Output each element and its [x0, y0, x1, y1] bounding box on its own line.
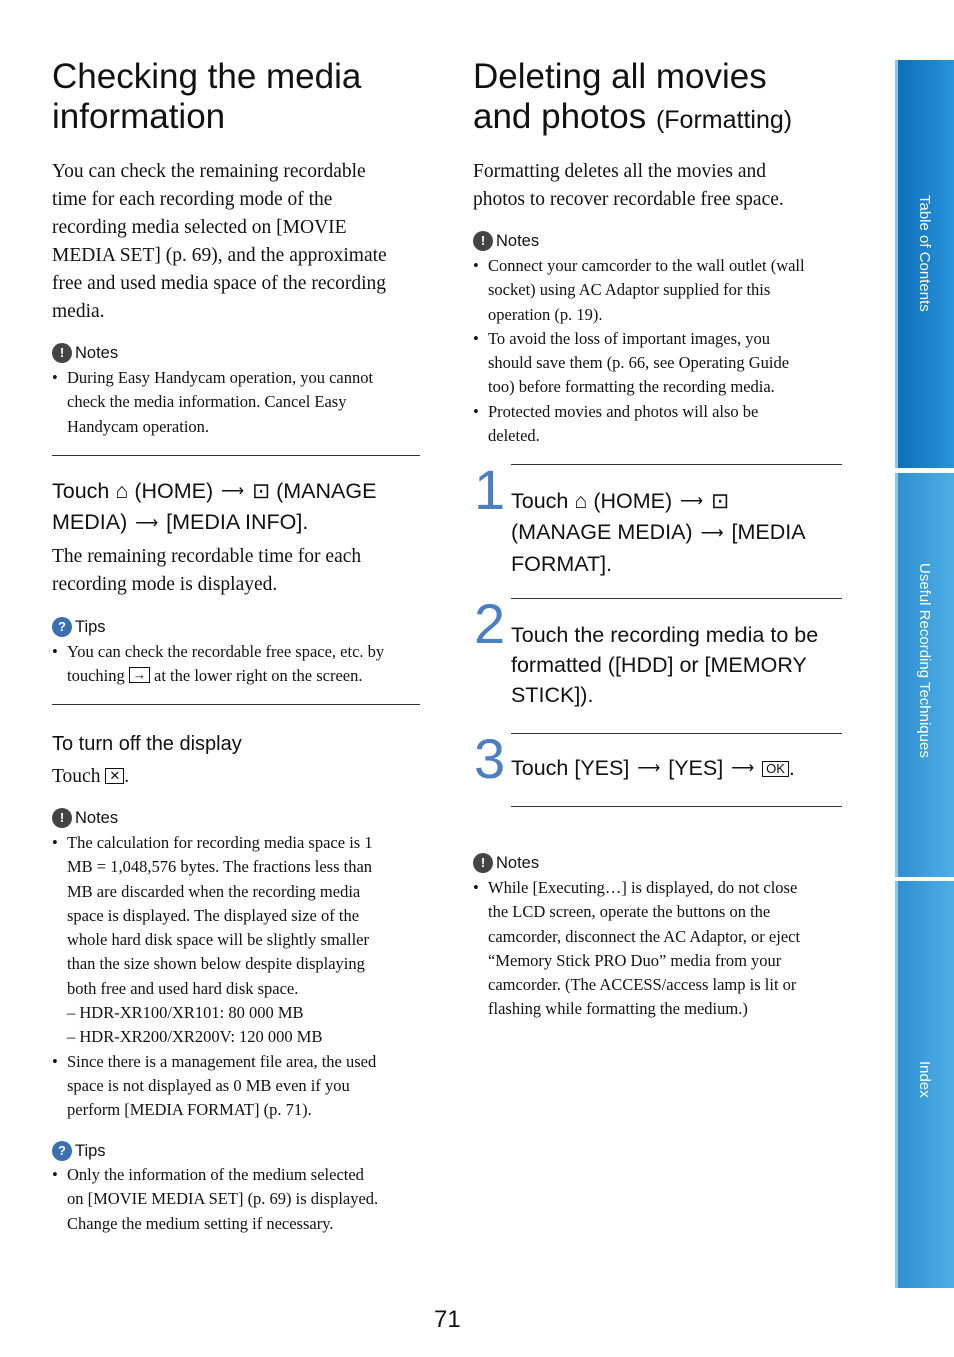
step-text: FORMAT].	[511, 551, 613, 576]
note-line: operation (p. 19).	[488, 304, 603, 324]
left-notes1-list	[52, 366, 422, 439]
note-line: the LCD screen, operate the buttons on the	[488, 902, 771, 922]
note-line: – HDR-XR200/XR200V: 120 000 MB	[67, 1027, 323, 1047]
tab-table-of-contents[interactable]	[895, 60, 954, 468]
right-step-1	[511, 486, 846, 579]
note-line: MB = 1,048,576 bytes. The fractions less than	[67, 857, 373, 877]
notes-icon: !	[473, 231, 493, 251]
list-item	[473, 327, 853, 400]
home-icon: ⌂	[115, 479, 129, 503]
right-intro	[473, 158, 853, 214]
step-text: Touch	[52, 479, 110, 503]
arrow-right-icon: ⟶	[731, 760, 755, 778]
tip-line: on [MOVIE MEDIA SET] (p. 69) is displayed.	[67, 1189, 379, 1209]
list-item	[52, 366, 422, 439]
step-text: [YES]	[668, 756, 724, 780]
note-line: • Connect your camcorder to the wall outlet (wall	[488, 256, 805, 275]
note-line: Handycam operation.	[67, 416, 210, 436]
step-text: (HOME)	[134, 479, 214, 503]
tab-useful-recording-techniques[interactable]	[895, 473, 954, 877]
note-line: “Memory Stick PRO Duo” media from your	[488, 950, 782, 970]
note-line: MB are discarded when the recording media	[67, 881, 361, 901]
note-line: • During Easy Handycam operation, you cannot	[67, 368, 374, 387]
left-tips2-list	[52, 1163, 422, 1236]
right-title-line2: and photos	[473, 97, 647, 136]
left-intro	[52, 158, 422, 326]
step-text: [MEDIA	[731, 520, 806, 545]
right-notes1-list	[473, 254, 853, 448]
note-line: space is not displayed as 0 MB even if you	[67, 1075, 350, 1095]
step-number-2: 2	[474, 592, 506, 655]
manage-media-icon: ⊡	[252, 479, 271, 503]
arrow-right-icon: ⟶	[700, 524, 724, 542]
arrow-right-icon: ⟶	[135, 514, 159, 532]
step-text: (HOME)	[593, 489, 673, 513]
tab-index[interactable]	[895, 881, 954, 1288]
left-title-line2: information	[52, 97, 226, 136]
notes-icon: !	[52, 343, 72, 363]
left-step-desc	[52, 543, 422, 599]
intro-line: MEDIA SET] (p. 69), and the approximate	[52, 245, 387, 266]
divider	[52, 704, 420, 705]
list-item	[473, 254, 853, 327]
desc-line: The remaining recordable time for each	[52, 546, 362, 567]
tip-line: Change the medium setting if necessary.	[67, 1213, 334, 1233]
list-item	[52, 831, 422, 1050]
left-step	[52, 476, 422, 539]
tab-label: Index	[916, 1061, 933, 1098]
note-line: both free and used hard disk space.	[67, 978, 299, 998]
note-line: space is displayed. The displayed size of the	[67, 905, 360, 925]
arrow-right-icon: ⟶	[637, 760, 661, 778]
tab-label: Useful Recording Techniques	[916, 563, 933, 758]
arrow-right-icon: ⟶	[680, 493, 704, 511]
right-title-line1: Deleting all movies	[473, 57, 767, 96]
step-text: formatted ([HDD] or [MEMORY	[511, 653, 807, 677]
note-line: check the media information. Cancel Easy	[67, 392, 347, 412]
close-icon: ✕	[105, 768, 124, 784]
page-number: 71	[434, 1306, 461, 1333]
step-number-1: 1	[474, 458, 506, 521]
list-item	[473, 400, 853, 449]
tip-text: at the lower right on the screen.	[154, 666, 363, 686]
divider	[511, 733, 842, 734]
list-item	[52, 640, 422, 689]
step-text: (MANAGE	[276, 479, 377, 503]
manage-media-icon: ⊡	[711, 489, 730, 513]
arrow-right-icon: ⟶	[221, 483, 245, 501]
notes-label: Notes	[75, 343, 119, 362]
note-line: deleted.	[488, 426, 540, 446]
divider	[511, 598, 842, 599]
step-text: Touch [YES]	[511, 756, 630, 780]
intro-line: media.	[52, 301, 105, 322]
step-text: Touch	[511, 489, 569, 513]
turnoff-text: Touch	[52, 766, 101, 787]
intro-line: recording media selected on [MOVIE	[52, 217, 347, 238]
step-text: .	[788, 756, 795, 780]
right-step-2	[511, 620, 846, 710]
note-line: flashing while formatting the medium.)	[488, 999, 748, 1019]
list-item	[52, 1163, 422, 1236]
step-text: Touch the recording media to be	[511, 623, 819, 647]
note-line: than the size shown below despite displaying	[67, 954, 365, 974]
note-line: perform [MEDIA FORMAT] (p. 71).	[67, 1100, 312, 1120]
intro-line: Formatting deletes all the movies and	[473, 161, 766, 182]
desc-line: recording mode is displayed.	[52, 574, 278, 595]
notes-icon: !	[52, 808, 72, 828]
note-line: • Since there is a management file area, the used	[67, 1051, 377, 1071]
tips-label: Tips	[75, 1141, 106, 1160]
intro-line: photos to recover recordable free space.	[473, 189, 784, 210]
intro-line: free and used media space of the recording	[52, 273, 387, 294]
tips-label: Tips	[75, 617, 106, 636]
left-notes-header	[52, 341, 118, 365]
tip-line: • Only the information of the medium selected	[67, 1165, 364, 1184]
left-title	[52, 57, 422, 137]
note-line: camcorder. (The ACCESS/access lamp is lit or	[488, 975, 797, 995]
step-text: (MANAGE MEDIA)	[511, 520, 693, 545]
note-line: should save them (p. 66, see Operating Guide	[488, 353, 790, 373]
tab-label: Table of Contents	[916, 195, 933, 312]
notes-label: Notes	[496, 231, 540, 250]
right-step-3	[511, 753, 846, 784]
divider	[511, 464, 842, 465]
turnoff-heading: To turn off the display	[52, 733, 242, 755]
divider	[52, 455, 420, 456]
left-notes2-header	[52, 806, 118, 830]
step-number-3: 3	[474, 727, 506, 790]
left-notes2-list	[52, 831, 422, 1123]
note-line: • While [Executing…] is displayed, do not close	[488, 878, 798, 897]
next-page-icon: →	[129, 667, 150, 683]
right-notes2-header	[473, 851, 539, 875]
notes-icon: !	[473, 853, 493, 873]
right-notes2-list	[473, 876, 853, 1022]
divider	[511, 806, 842, 807]
intro-line: You can check the remaining recordable	[52, 161, 366, 182]
left-tips1-header	[52, 615, 106, 639]
note-line: • Protected movies and photos will also be	[488, 401, 759, 421]
note-line: • To avoid the loss of important images, you	[488, 328, 771, 348]
note-line: socket) using AC Adaptor supplied for this	[488, 280, 771, 300]
left-title-line1: Checking the media	[52, 57, 362, 96]
left-tips2-header	[52, 1139, 106, 1163]
tips-icon: ?	[52, 1141, 72, 1161]
step-text: [MEDIA INFO].	[166, 510, 309, 535]
list-item	[52, 1050, 422, 1123]
tips-icon: ?	[52, 617, 72, 637]
list-item	[473, 876, 853, 1022]
note-line: whole hard disk space will be slightly smaller	[67, 930, 369, 950]
intro-line: time for each recording mode of the	[52, 189, 333, 210]
note-line: • The calculation for recording media space is 1	[67, 833, 373, 852]
note-line: too) before formatting the recording media.	[488, 377, 775, 397]
ok-button-icon: OK	[762, 761, 789, 777]
note-line: camcorder, disconnect the AC Adaptor, or eject	[488, 926, 801, 946]
turnoff-body: Touch ✕ .	[52, 766, 130, 787]
tip-text: touching	[67, 666, 125, 686]
step-text: MEDIA)	[52, 510, 128, 535]
step-text: STICK]).	[511, 683, 594, 707]
notes-label: Notes	[496, 853, 540, 872]
right-title	[473, 57, 853, 140]
right-title-sub: (Formatting)	[655, 106, 793, 134]
right-notes1-header	[473, 229, 539, 253]
left-tips1-list	[52, 640, 422, 689]
tip-line: • You can check the recordable free space, etc. by	[67, 642, 385, 661]
home-icon: ⌂	[574, 489, 588, 513]
tip-line	[67, 664, 422, 688]
notes-label: Notes	[75, 808, 119, 827]
note-line: – HDR-XR100/XR101: 80 000 MB	[67, 1003, 304, 1023]
